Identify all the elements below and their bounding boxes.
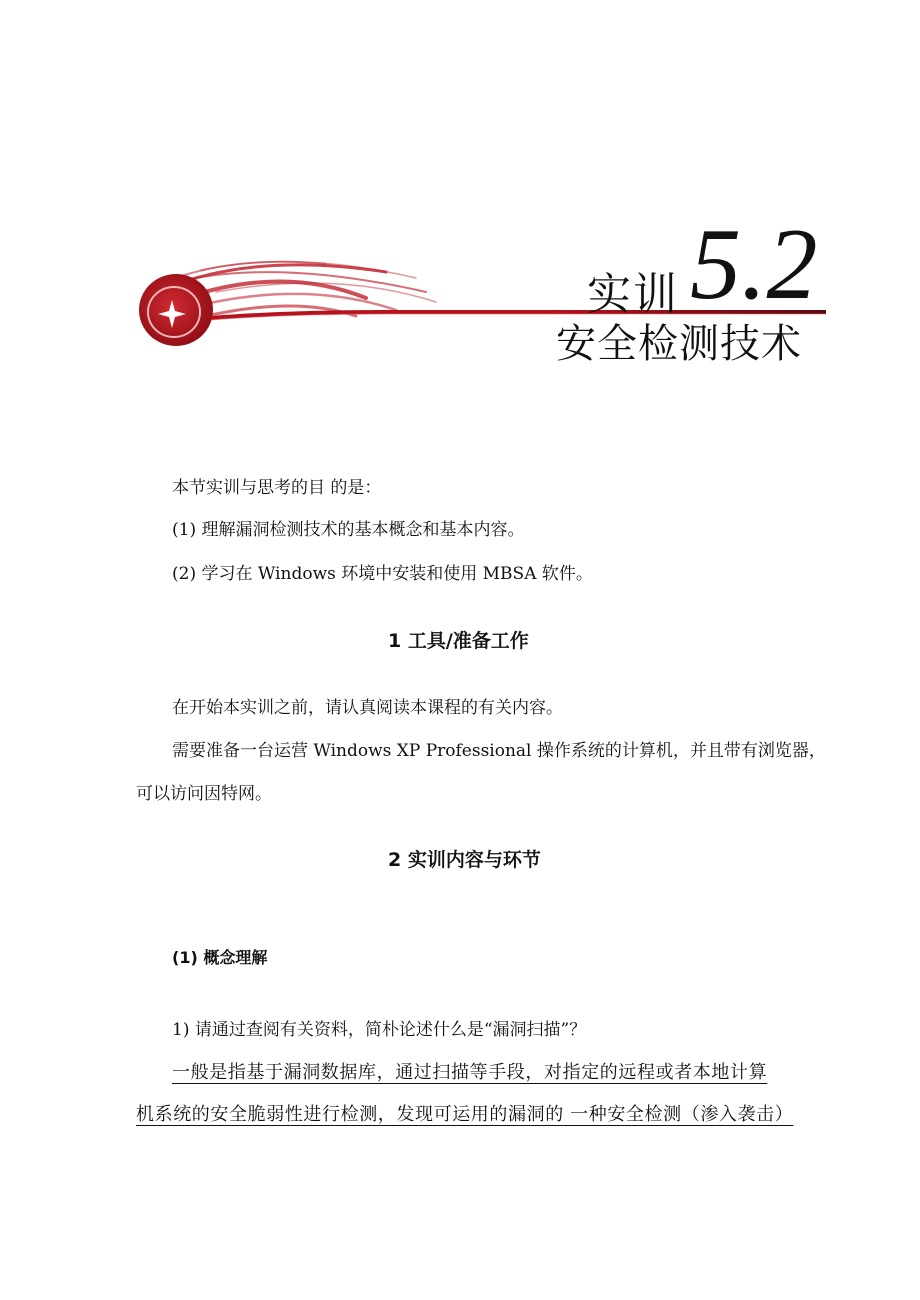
answer-line-2: 机系统的安全脆弱性进行检测，发现可运用的漏洞的 一种安全检测（渗入袭击） [136, 1104, 794, 1125]
question-1: 1) 请通过查阅有关资料，简朴论述什么是“漏洞扫描”？ [172, 1020, 587, 1040]
intro-item-1: (1) 理解漏洞检测技术的基本概念和基本内容。 [172, 520, 525, 540]
section-1-paragraph-2-line-2: 可以访问因特网。 [136, 784, 272, 804]
intro-lead: 本节实训与思考的目 的是： [172, 478, 382, 498]
chapter-title: 安全检测技术 [556, 321, 802, 367]
section-2-heading: 2 实训内容与环节 [388, 849, 541, 871]
section-2-subheading: (1) 概念理解 [172, 948, 268, 967]
answer-line-1: 一般是指基于漏洞数据库，通过扫描等手段，对指定的远程或者本地计算 [172, 1062, 768, 1083]
section-1-paragraph-1: 在开始本实训之前，请认真阅读本课程的有关内容。 [172, 698, 563, 718]
section-1-heading: 1 工具/准备工作 [388, 630, 529, 652]
section-1-paragraph-2-line-1: 需要准备一台运营 Windows XP Professional 操作系统的计算机，并且带有浏览器， [172, 741, 826, 761]
intro-item-2: (2) 学习在 Windows 环境中安装和使用 MBSA 软件。 [172, 564, 593, 584]
chapter-label: 实训 [587, 269, 679, 320]
chapter-number: 5.2 [690, 208, 818, 321]
